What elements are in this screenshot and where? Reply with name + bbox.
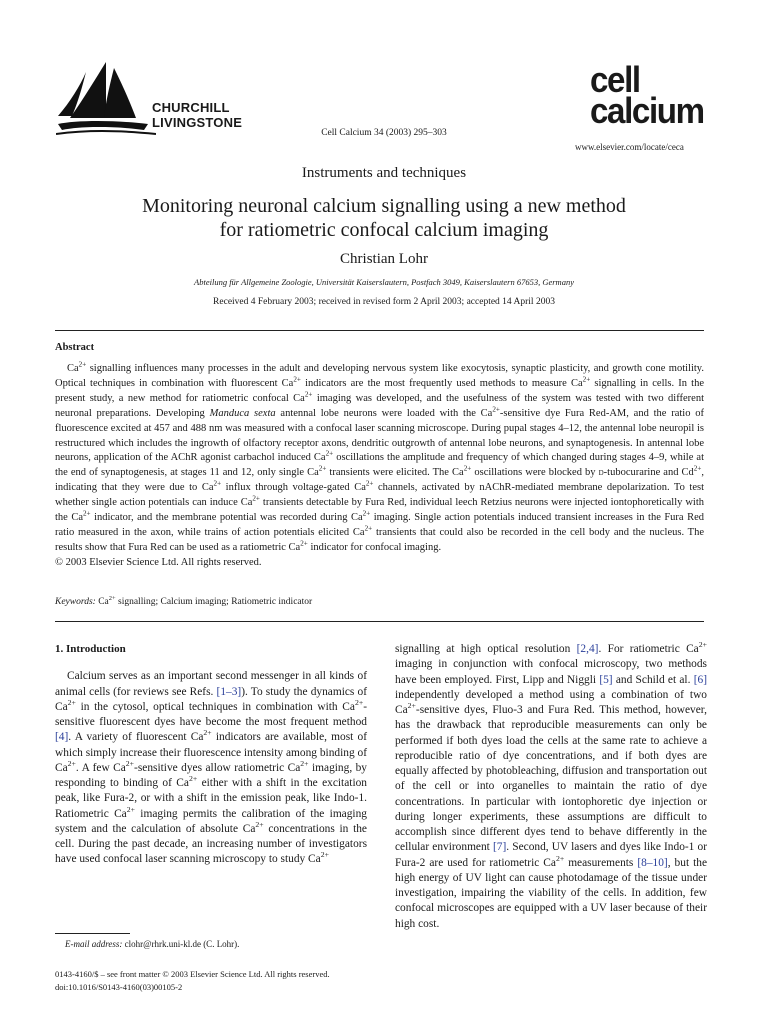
journal-url-link[interactable]: www.elsevier.com/locate/ceca	[575, 142, 684, 152]
journal-title	[590, 59, 704, 131]
journal-title-line1: cell	[590, 59, 640, 100]
publisher-name	[152, 100, 242, 130]
body-paragraph: Calcium serves as an important second messenger in all kinds of animal cells (for reviews see Refs. [1–3]). To study the dynamics of $Ca^{2+}$ in the cytosol, optical techniques in combination with $Ca^{2+}$-sensitive fluorescent dyes have become the most frequent method [4]. A variety of fluorescent $Ca^{2+}$ indicators are available, most of which simply increase their fluorescence intensity among binding of $Ca^{2+}$. A few $Ca^{2+}$-sensitive dyes allow ratiometric $Ca^{2+}$ imaging, by responding to binding of $Ca^{2+}$ either with a shift in the excitation peak, like Fura-2, or with a shift in the emission peak, like Indo-1. Ratiometric $Ca^{2+}$ imaging permits the calibration of the imaging system and the calculation of absolute $Ca^{2+}$ concentrations in the cell. During the past decade, an increasing number of investigators have used confocal laser scanning microscopy to study $Ca^{2+}$	[55, 670, 368, 866]
section-type: Instruments and techniques	[301, 165, 467, 181]
article-title-line2: for ratiometric confocal calcium imaging	[219, 219, 549, 241]
divider	[55, 621, 704, 622]
footnote-email	[65, 939, 239, 949]
author-affiliation: Abteilung für Allgemeine Zoologie, Universität Kaiserslautern, Postfach 3049, Kaiserslautern 67653, Germany	[194, 277, 574, 287]
article-dates: Received 4 February 2003; received in revised form 2 April 2003; accepted 14 April 2003	[213, 297, 555, 307]
footer-doi[interactable]: doi:10.1016/S0143-4160(03)00105-2	[55, 982, 183, 992]
footnote-text[interactable]: clohr@rhrk.uni-kl.de (C. Lohr).	[122, 939, 240, 949]
author-name: Christian Lohr	[340, 251, 428, 267]
abstract-body	[55, 362, 704, 571]
keywords-list: signalling; Calcium imaging; Ratiometric indicator	[115, 597, 313, 607]
footnote-label: E-mail address:	[65, 939, 123, 949]
body-column-right	[395, 642, 707, 932]
journal-reference: Cell Calcium 34 (2003) 295–303	[321, 128, 447, 138]
article-title-line1: Monitoring neuronal calcium signalling using a new method	[142, 195, 626, 217]
body-column-left	[55, 642, 367, 868]
body-paragraph: signalling at high optical resolution [2,4]. For ratiometric $Ca^{2+}$ imaging in conjunction with confocal microscopy, two methods have been employed. First, Lipp and Niggli [5] and Schild et al. [6] independently developed a method using a combination of two $Ca^{2+}$-sensitive dyes, Fluo-3 and Fura Red. This method, however, has the drawback that reproducible measurements can only be performed if both dyes load the cells at the same rate to achieve a reproducible ratio of dye concentrations, and if both dyes are equally affected by photobleaching, diffusion and transportation out of the cell or into organelles to maintain the ratio of dye concentrations. In particular with iontophoretic dye injection or during longer experiments, these assumptions are difficult to accomplish since different dyes tend to behave differently in the cellular environment [7]. Second, UV lasers and dyes like Indo-1 or Fura-2 are used for ratiometric $Ca^{2+}$ measurements [8–10], but the high energy of UV light can cause photodamage of the tissue under investigation, impairing the viability of the cells. In addition, few confocal microscopes are equipped with a UV laser because of their high cost.	[395, 640, 708, 930]
footnote-divider	[55, 933, 130, 934]
abstract-text: $Ca^{2+}$ signalling influences many processes in the adult and developing nervous system like exocytosis, synaptic plasticity, and growth cone motility. Optical techniques in combination with fluorescent $Ca^{2+}$ indicators are the most frequently used methods to measure $Ca^{2+}$ signalling in cells. In the present study, a new method for ratiometric confocal $Ca^{2+}$ imaging was developed, and the usefulness of the system was tested with two different neuronal preparations. Developing Manduca sexta antennal lobe neurons were loaded with the $Ca^{2+}$-sensitive dye Fura Red-AM, and the ratio of fluorescence excited at 457 and 488 nm was measured with a confocal laser scanning microscope. During pupal stages 4–12, the antennal lobe neuropil is restructured which includes the ingrowth of olfactory receptor axons, dendritic outgrowth of antennal lobe neurons, and synaptogenesis. In antennal lobe neurons, application of the AChR agonist carbachol induced $Ca^{2+}$ oscillations the amplitude and frequency of which changed during stages 4–9, while at the end of synaptogenesis, at stages 11 and 12, only single $Ca^{2+}$ transients were elicited. The $Ca^{2+}$ oscillations were blocked by d-tubocurarine and $Cd^{2+}$, indicating that they were due to $Ca^{2+}$ influx through voltage-gated $Ca^{2+}$ channels, activated by nAChR-mediated membrane depolarization. To test whether single action potentials can induce $Ca^{2+}$ transients detectable by Fura Red, individual leech Retzius neurons were injected iontophoretically with the $Ca^{2+}$ indicator, and the membrane potential was recorded during $Ca^{2+}$ imaging. Single action potentials induced transient increases in the Fura Red ratio measured in the axon, while trains of action potentials elicited $Ca^{2+}$ transients that could also be recorded in the cell body and the nucleus. The results show that Fura Red can be used as a ratiometric $Ca^{2+}$ indicator for confocal imaging.	[55, 360, 705, 553]
footer-copyright: 0143-4160/$ – see front matter © 2003 Elsevier Science Ltd. All rights reserved.	[55, 969, 330, 979]
divider	[55, 330, 704, 331]
keywords: Keywords: $Ca^{2+}$ signalling; Calcium imaging; Ratiometric indicator	[55, 594, 313, 607]
abstract-copyright: © 2003 Elsevier Science Ltd. All rights reserved.	[55, 556, 262, 568]
page-footer	[55, 968, 330, 994]
article-title	[0, 194, 768, 242]
publisher-name-line1: CHURCHILL	[152, 100, 230, 115]
keywords-label: Keywords:	[55, 597, 96, 607]
journal-title-line2: calcium	[590, 90, 704, 131]
publisher-name-line2: LIVINGSTONE	[152, 115, 243, 130]
section-heading-introduction: 1. Introduction	[55, 643, 126, 655]
abstract-heading: Abstract	[55, 342, 95, 353]
